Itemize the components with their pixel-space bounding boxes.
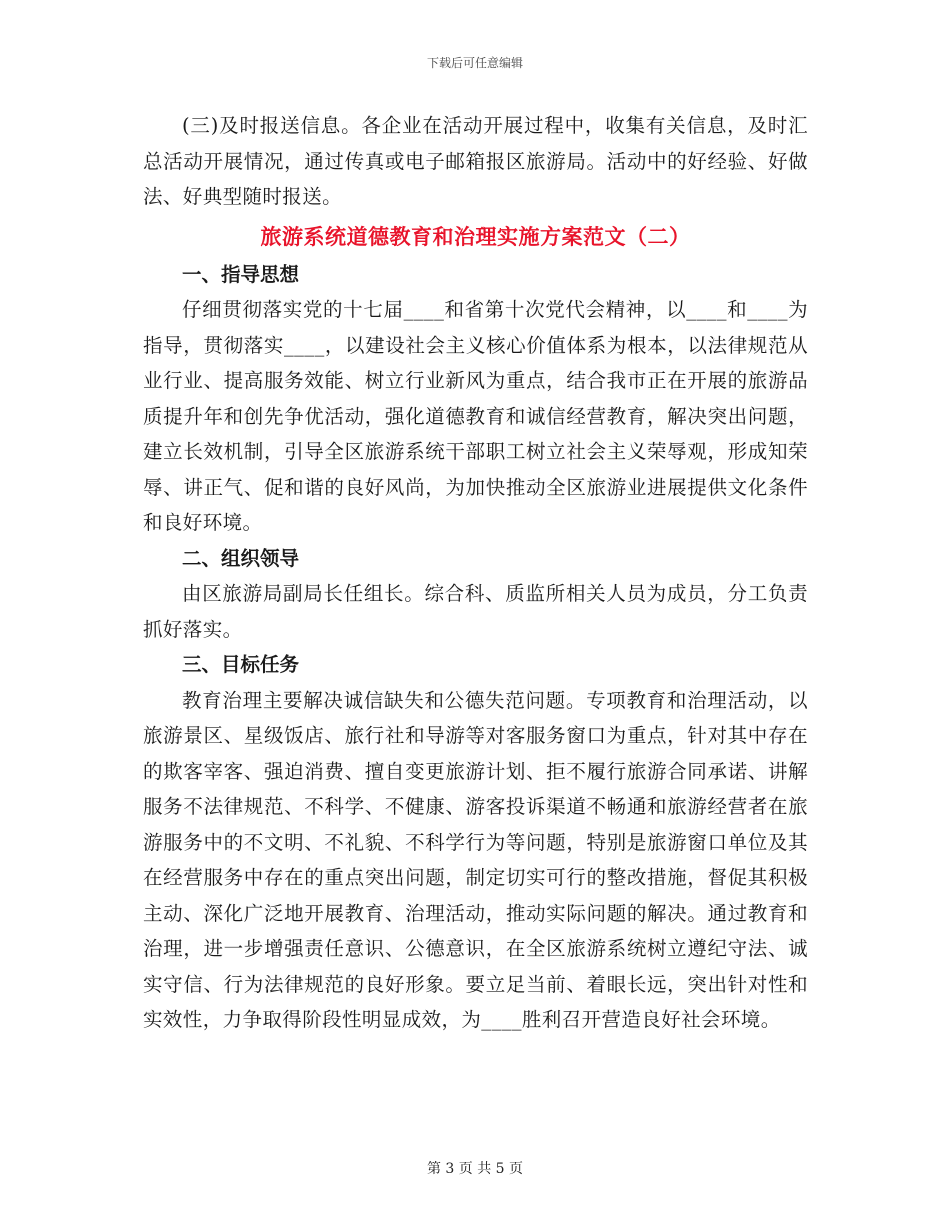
section-organization bbox=[143, 541, 808, 648]
section-heading: 三、目标任务 bbox=[182, 653, 300, 676]
section-objectives bbox=[143, 647, 808, 1038]
page-header-note: 下载后可任意编辑 bbox=[426, 56, 523, 70]
section-guiding-thought bbox=[143, 257, 808, 541]
document-title: 旅游系统道德教育和治理实施方案范文（二） bbox=[260, 224, 691, 249]
section-paragraph: 由区旅游局副局长任组长。综合科、质监所相关人员为成员，分工负责抓好落实。 bbox=[143, 582, 808, 641]
section-heading: 二、组织领导 bbox=[182, 546, 300, 570]
page-number-footer: 第 3 页 共 5 页 bbox=[426, 1161, 524, 1177]
intro-paragraph: (三)及时报送信息。各企业在活动开展过程中，收集有关信息，及时汇总活动开展情况，通过传真或电子邮箱报区旅游局。活动中的好经验、好做法、好典型随时报送。 bbox=[143, 114, 808, 208]
document-body bbox=[143, 108, 808, 1038]
section-heading: 一、指导思想 bbox=[182, 262, 300, 286]
section-paragraph: 教育治理主要解决诚信缺失和公德失范问题。专项教育和治理活动，以旅游景区、星级饭店、旅行社和导游等对客服务窗口为重点，针对其中存在的欺客宰客、强迫消费、擅自变更旅游计划、拒不履行旅游合同承诺、讲解服务不法律规范、不科学、不健康、游客投诉渠道不畅通和旅游经营者在旅游服务中的不文明、不礼貌、不科学行为等问题，特别是旅游窗口单位及其在经营服务中存在的重点突出问题，制定切实可行的整改措施，督促其积极主动、深化广泛地开展教育、治理活动，推动实际问题的解决。通过教育和治理，进一步增强责任意识、公德意识，在全区旅游系统树立遵纪守法、诚实守信、行为法律规范的良好形象。要立足当前、着眼长远，突出针对性和实效性，力争取得阶段性明显成效，为____胜利召开营造良好社会环境。 bbox=[143, 688, 808, 1031]
section-paragraph: 仔细贯彻落实党的十七届____和省第十次党代会精神，以____和____为指导，贯彻落实____，以建设社会主义核心价值体系为根本，以法律规范从业行业、提高服务效能、树立行业新风为重点，结合我市正在开展的旅游品质提升年和创先争优活动，强化道德教育和诚信经营教育，解决突出问题，建立长效机制，引导全区旅游系统干部职工树立社会主义荣辱观，形成知荣辱、讲正气、促和谐的良好风尚，为加快推动全区旅游业进展提供文化条件和良好环境。 bbox=[143, 298, 808, 534]
